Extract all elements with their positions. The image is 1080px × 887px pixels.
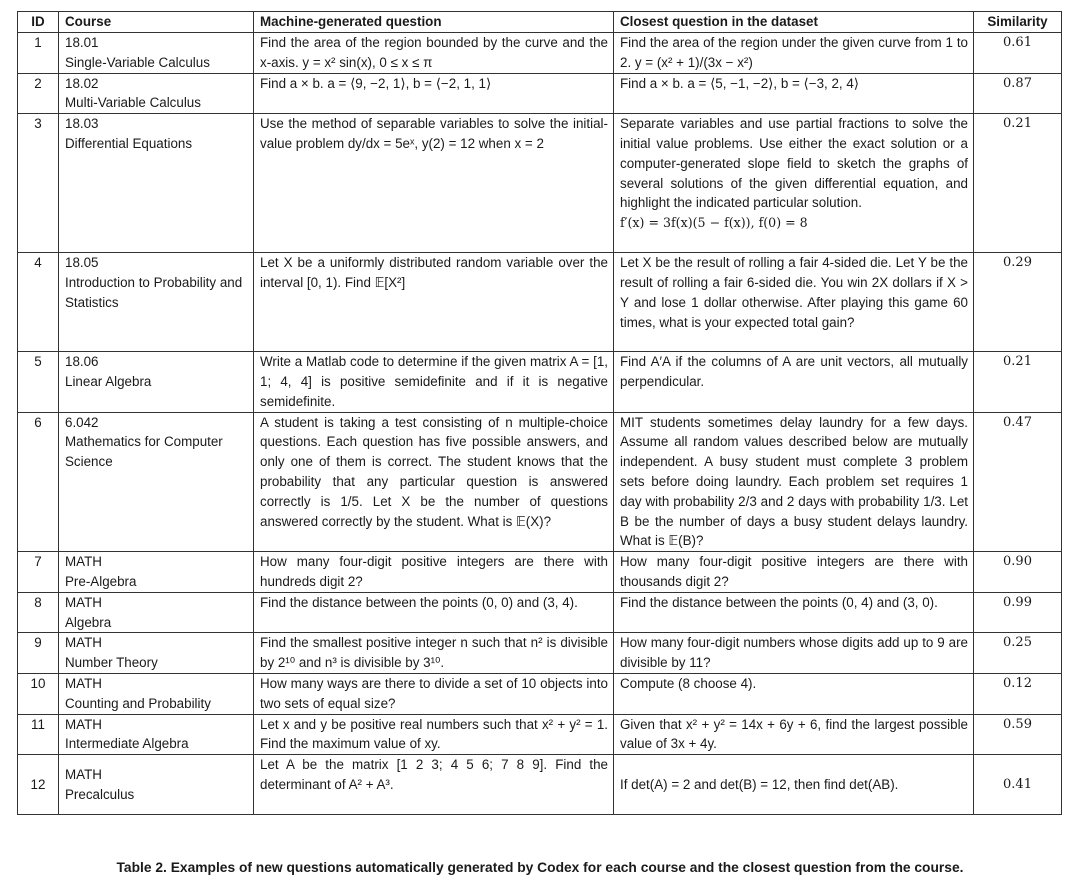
course-code: MATH xyxy=(65,554,102,570)
table-row xyxy=(18,412,1062,552)
cell-machine-question xyxy=(254,253,614,352)
closest-question-text: MIT students sometimes delay laundry for a few days. Assume all random values described below are mutually independent. A busy student must complete 3 problem sets before doing laundry. Each problem set requires 1 day with probability 2/3 and 2 days with probability 1/3. Let B be the number of days a busy student delays laundry. What is 𝔼(B)? xyxy=(620,414,968,549)
cell-closest-question xyxy=(614,592,974,633)
machine-question-text: How many ways are there to divide a set of 10 objects into two sets of equal size? xyxy=(260,675,608,711)
course-code: MATH xyxy=(65,675,102,691)
course-code: MATH xyxy=(65,635,102,651)
cell-machine-question xyxy=(254,714,614,755)
machine-question-text: A student is taking a test consisting of n multiple-choice questions. Each question has five possible answers, and only one of them is correct. The student knows that the probability that any particular question is answered correctly is 1/5. Let X be the number of questions answered correctly by the student. What is 𝔼(X)? xyxy=(260,414,608,529)
cell-id: 6 xyxy=(18,412,59,552)
cell-id: 2 xyxy=(18,73,59,114)
cell-closest-question xyxy=(614,755,974,815)
cell-id: 10 xyxy=(18,673,59,714)
machine-question-text: How many four-digit positive integers are there with hundreds digit 2? xyxy=(260,554,608,589)
questions-table xyxy=(17,11,1062,815)
cell-machine-question xyxy=(254,673,614,714)
cell-id: 8 xyxy=(18,592,59,633)
cell-similarity: 0.41 xyxy=(974,755,1062,815)
machine-question-text: Let x and y be positive real numbers such that x² + y² = 1. Find the maximum value of xy. xyxy=(260,716,608,752)
course-code: 18.05 xyxy=(65,255,99,271)
header-closest-question: Closest question in the dataset xyxy=(614,12,974,33)
cell-machine-question xyxy=(254,114,614,253)
course-code: 18.06 xyxy=(65,354,99,370)
course-name: Differential Equations xyxy=(65,135,193,151)
cell-closest-question xyxy=(614,352,974,412)
cell-similarity: 0.61 xyxy=(974,33,1062,74)
cell-machine-question xyxy=(254,592,614,633)
cell-course xyxy=(59,412,254,552)
course-name: Intermediate Algebra xyxy=(65,736,189,752)
closest-question-text: Separate variables and use partial fractions to solve the initial value problems. Use either the exact solution or a computer-generated slope field to sketch the graphs of several solutions of the given differential equation, and highlight the indicated particular solution. xyxy=(620,116,968,211)
cell-course xyxy=(59,673,254,714)
cell-closest-question xyxy=(614,552,974,593)
table-row xyxy=(18,114,1062,253)
closest-question-equation: f′(x) = 3f(x)(5 − f(x)), f(0) = 8 xyxy=(620,215,808,231)
cell-closest-question xyxy=(614,412,974,552)
cell-id: 7 xyxy=(18,552,59,593)
cell-similarity: 0.29 xyxy=(974,253,1062,352)
closest-question-text: How many four-digit numbers whose digits add up to 9 are divisible by 11? xyxy=(620,635,968,671)
course-name: Number Theory xyxy=(65,655,158,671)
machine-question-text: Find the distance between the points (0, 0) and (3, 4). xyxy=(260,594,578,610)
closest-question-text: Compute (8 choose 4). xyxy=(620,675,757,691)
cell-id: 3 xyxy=(18,114,59,253)
table-row xyxy=(18,633,1062,674)
machine-question-text: Find the area of the region bounded by the curve and the x-axis. y = x² sin(x), 0 ≤ x ≤ π xyxy=(260,35,608,70)
course-name: Counting and Probability xyxy=(65,695,211,711)
cell-similarity: 0.25 xyxy=(974,633,1062,674)
cell-machine-question xyxy=(254,552,614,593)
machine-question-text: Find a × b. a = ⟨9, −2, 1⟩, b = ⟨−2, 1, 1⟩ xyxy=(260,75,492,91)
table-row xyxy=(18,673,1062,714)
cell-machine-question xyxy=(254,73,614,114)
table-row xyxy=(18,253,1062,352)
cell-machine-question xyxy=(254,755,614,815)
cell-course xyxy=(59,714,254,755)
course-code: MATH xyxy=(65,594,102,610)
cell-id: 4 xyxy=(18,253,59,352)
closest-question-text: Let X be the result of rolling a fair 4-sided die. Let Y be the result of rolling a fair 6-sided die. You win 2X dollars if X > Y and lose 1 dollar otherwise. After playing this game 60 times, what is your expected total gain? xyxy=(620,255,968,330)
header-course: Course xyxy=(59,12,254,33)
course-code: 6.042 xyxy=(65,414,99,430)
closest-question-text: Find a × b. a = ⟨5, −1, −2⟩, b = ⟨−3, 2, 4⟩ xyxy=(620,75,860,91)
cell-course xyxy=(59,73,254,114)
cell-similarity: 0.59 xyxy=(974,714,1062,755)
cell-course xyxy=(59,114,254,253)
cell-course xyxy=(59,552,254,593)
closest-question-text: Find A′A if the columns of A are unit vectors, all mutually perpendicular. xyxy=(620,354,968,389)
cell-similarity: 0.12 xyxy=(974,673,1062,714)
cell-machine-question xyxy=(254,412,614,552)
cell-course xyxy=(59,33,254,74)
cell-closest-question xyxy=(614,633,974,674)
cell-closest-question xyxy=(614,714,974,755)
closest-question-text: Find the distance between the points (0, 4) and (3, 0). xyxy=(620,594,938,610)
cell-id: 11 xyxy=(18,714,59,755)
cell-closest-question xyxy=(614,33,974,74)
cell-course xyxy=(59,592,254,633)
header-similarity: Similarity xyxy=(974,12,1062,33)
header-machine-question: Machine-generated question xyxy=(254,12,614,33)
closest-question-text: Given that x² + y² = 14x + 6y + 6, find the largest possible value of 3x + 4y. xyxy=(620,716,968,752)
cell-machine-question xyxy=(254,33,614,74)
header-id: ID xyxy=(18,12,59,33)
cell-closest-question xyxy=(614,253,974,352)
cell-similarity: 0.87 xyxy=(974,73,1062,114)
course-code: MATH xyxy=(65,766,102,782)
cell-course xyxy=(59,755,254,815)
cell-similarity: 0.21 xyxy=(974,114,1062,253)
cell-similarity: 0.47 xyxy=(974,412,1062,552)
course-name: Precalculus xyxy=(65,786,135,802)
course-code: MATH xyxy=(65,716,102,732)
cell-similarity: 0.99 xyxy=(974,592,1062,633)
machine-question-text: Use the method of separable variables to solve the initial-value problem dy/dx = 5eˣ, y(2) = 12 when x = 2 xyxy=(260,116,608,151)
cell-closest-question xyxy=(614,673,974,714)
table-caption: Table 2. Examples of new questions automatically generated by Codex for each course and the closest question from the course. xyxy=(116,860,964,875)
cell-id: 9 xyxy=(18,633,59,674)
course-name: Multi-Variable Calculus xyxy=(65,95,201,111)
cell-course xyxy=(59,253,254,352)
machine-question-text: Write a Matlab code to determine if the given matrix A = [1, 1; 4, 4] is positive semidefinite and if it is negative semidefinite. xyxy=(260,354,608,409)
course-code: 18.01 xyxy=(65,35,99,50)
machine-question-text: Let A be the matrix [1 2 3; 4 5 6; 7 8 9]. Find the determinant of A² + A³. xyxy=(260,757,608,792)
course-name: Algebra xyxy=(65,614,112,630)
course-code: 18.03 xyxy=(65,116,99,132)
table-header-row xyxy=(18,12,1062,33)
cell-similarity: 0.90 xyxy=(974,552,1062,593)
course-name: Pre-Algebra xyxy=(65,573,137,589)
closest-question-text: How many four-digit positive integers are there with thousands digit 2? xyxy=(620,554,968,589)
course-name: Introduction to Probability and Statistics xyxy=(65,274,243,310)
table-row xyxy=(18,714,1062,755)
cell-closest-question xyxy=(614,114,974,253)
course-name: Single-Variable Calculus xyxy=(65,54,210,70)
course-name: Mathematics for Computer Science xyxy=(65,434,223,470)
table-row xyxy=(18,592,1062,633)
cell-course xyxy=(59,352,254,412)
cell-id: 1 xyxy=(18,33,59,74)
table-row xyxy=(18,352,1062,412)
closest-question-text: Find the area of the region under the given curve from 1 to 2. y = (x² + 1)/(3x − x²) xyxy=(620,35,968,70)
machine-question-text: Find the smallest positive integer n such that n² is divisible by 2¹⁰ and n³ is divisible by 3¹⁰. xyxy=(260,635,608,671)
table-row xyxy=(18,73,1062,114)
cell-id: 5 xyxy=(18,352,59,412)
table-row xyxy=(18,755,1062,815)
cell-machine-question xyxy=(254,352,614,412)
cell-id: 12 xyxy=(18,755,59,815)
table-body xyxy=(18,33,1062,815)
table-row xyxy=(18,33,1062,74)
closest-question-text: If det(A) = 2 and det(B) = 12, then find det(AB). xyxy=(620,776,899,792)
cell-course xyxy=(59,633,254,674)
cell-machine-question xyxy=(254,633,614,674)
table-row xyxy=(18,552,1062,593)
course-code: 18.02 xyxy=(65,75,99,91)
machine-question-text: Let X be a uniformly distributed random variable over the interval [0, 1). Find 𝔼[X²] xyxy=(260,255,608,290)
course-name: Linear Algebra xyxy=(65,373,152,389)
cell-similarity: 0.21 xyxy=(974,352,1062,412)
cell-closest-question xyxy=(614,73,974,114)
